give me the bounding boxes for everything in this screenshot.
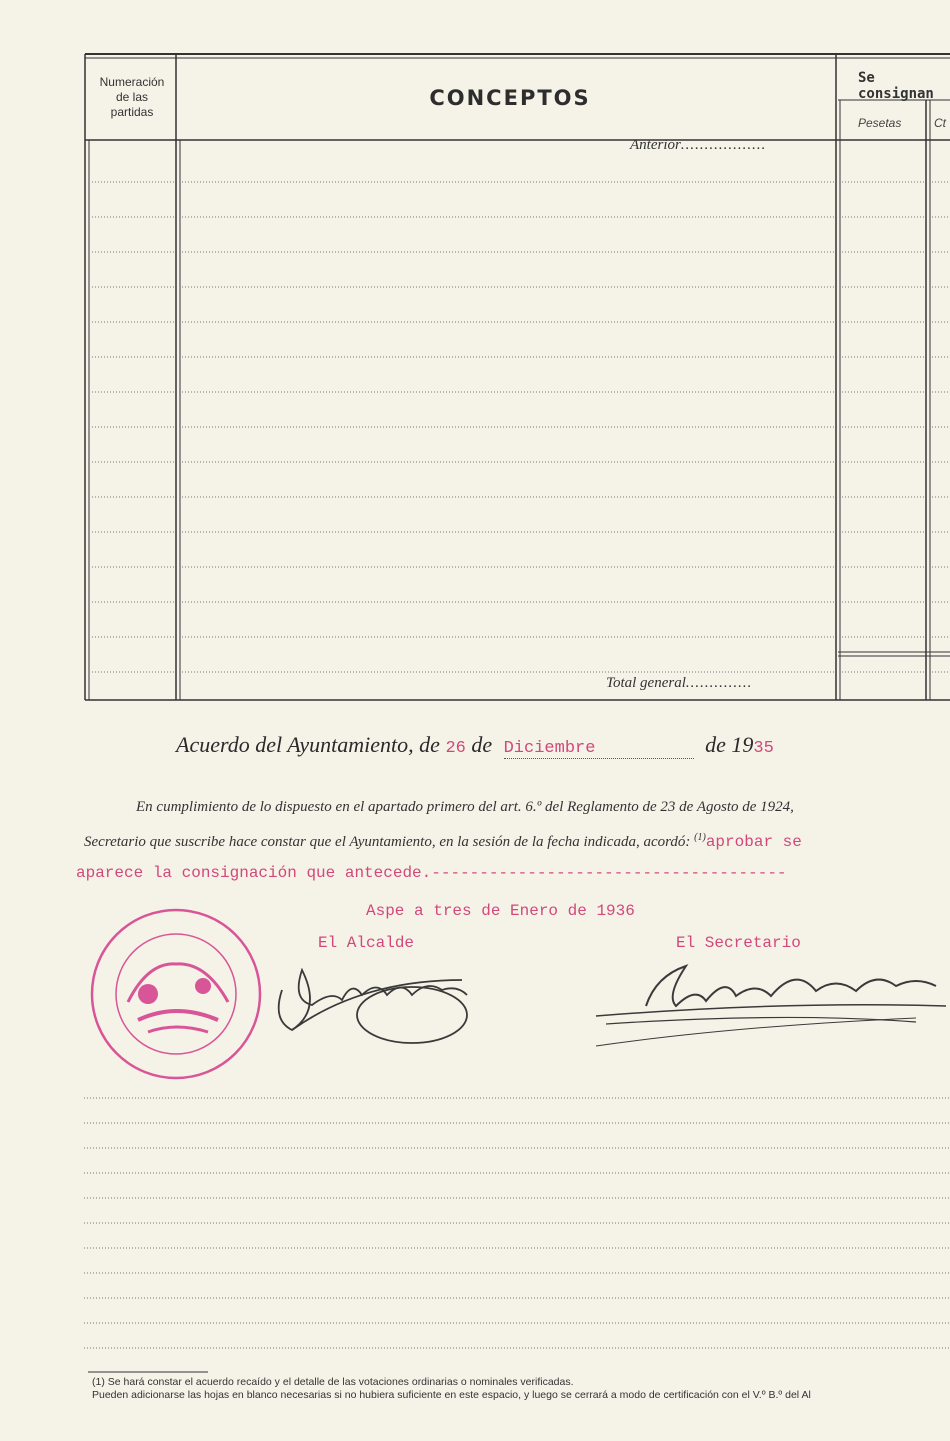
pesetas-header: Pesetas [858, 116, 902, 130]
consignan-header: Se consignan [858, 70, 934, 102]
body-paragraph-1: En cumplimiento de lo dispuesto en el apartado primero del art. 6.º del Reglamento de 23 de Agosto de 1924, [136, 799, 794, 815]
secretario-signature-icon [586, 946, 950, 1056]
leader-dots: .............. [685, 675, 753, 691]
numeracion-header [88, 75, 176, 120]
municipal-seal-icon [88, 902, 268, 1092]
place-date: Aspe a tres de Enero de 1936 [366, 902, 635, 920]
acuerdo-year: 35 [753, 739, 774, 758]
footnote-line-1: (1) Se hará constar el acuerdo recaído y el detalle de las votaciones ordinarias o nominales verificadas. [92, 1376, 574, 1388]
total-label: Total general [606, 675, 686, 691]
conceptos-header: CONCEPTOS [429, 86, 591, 110]
para2-printed: Secretario que suscribe hace constar que el Ayuntamiento, en la sesión de la fecha indicada, acordó: [84, 834, 691, 850]
typed-resolution: aparece la consignación que antecede.------------------------------------- [76, 864, 787, 882]
secretario-label: El Secretario [676, 934, 801, 952]
acuerdo-de2: de 19 [705, 732, 754, 757]
leader-dots: .................. [680, 137, 767, 153]
alcalde-label: El Alcalde [318, 934, 415, 952]
footnote [92, 1376, 811, 1402]
acuerdo-month: Diciembre [504, 739, 694, 759]
acuerdo-day: 26 [445, 739, 466, 758]
body-paragraph-2 [84, 832, 802, 851]
acuerdo-de1: de [471, 732, 493, 757]
para2-typed: aprobar se [705, 833, 802, 851]
footnote-line-2: Pueden adicionarse las hojas en blanco necesarias si no hubiera suficiente en este espacio, y luego se cerrará a modo de certificación con el V.º B.º del Al [92, 1389, 811, 1401]
cts-header: Ct [934, 116, 946, 130]
acuerdo-prefix: Acuerdo del Ayuntamiento, de [176, 732, 440, 757]
total-row [606, 675, 752, 692]
footnote-mark: (1) [694, 832, 706, 843]
anterior-label: Anterior [630, 137, 681, 153]
alcalde-signature-icon [262, 950, 482, 1060]
anterior-row [630, 137, 766, 154]
numeracion-header-text: Numeración de las partidas [99, 75, 165, 119]
acuerdo-line [176, 732, 774, 759]
